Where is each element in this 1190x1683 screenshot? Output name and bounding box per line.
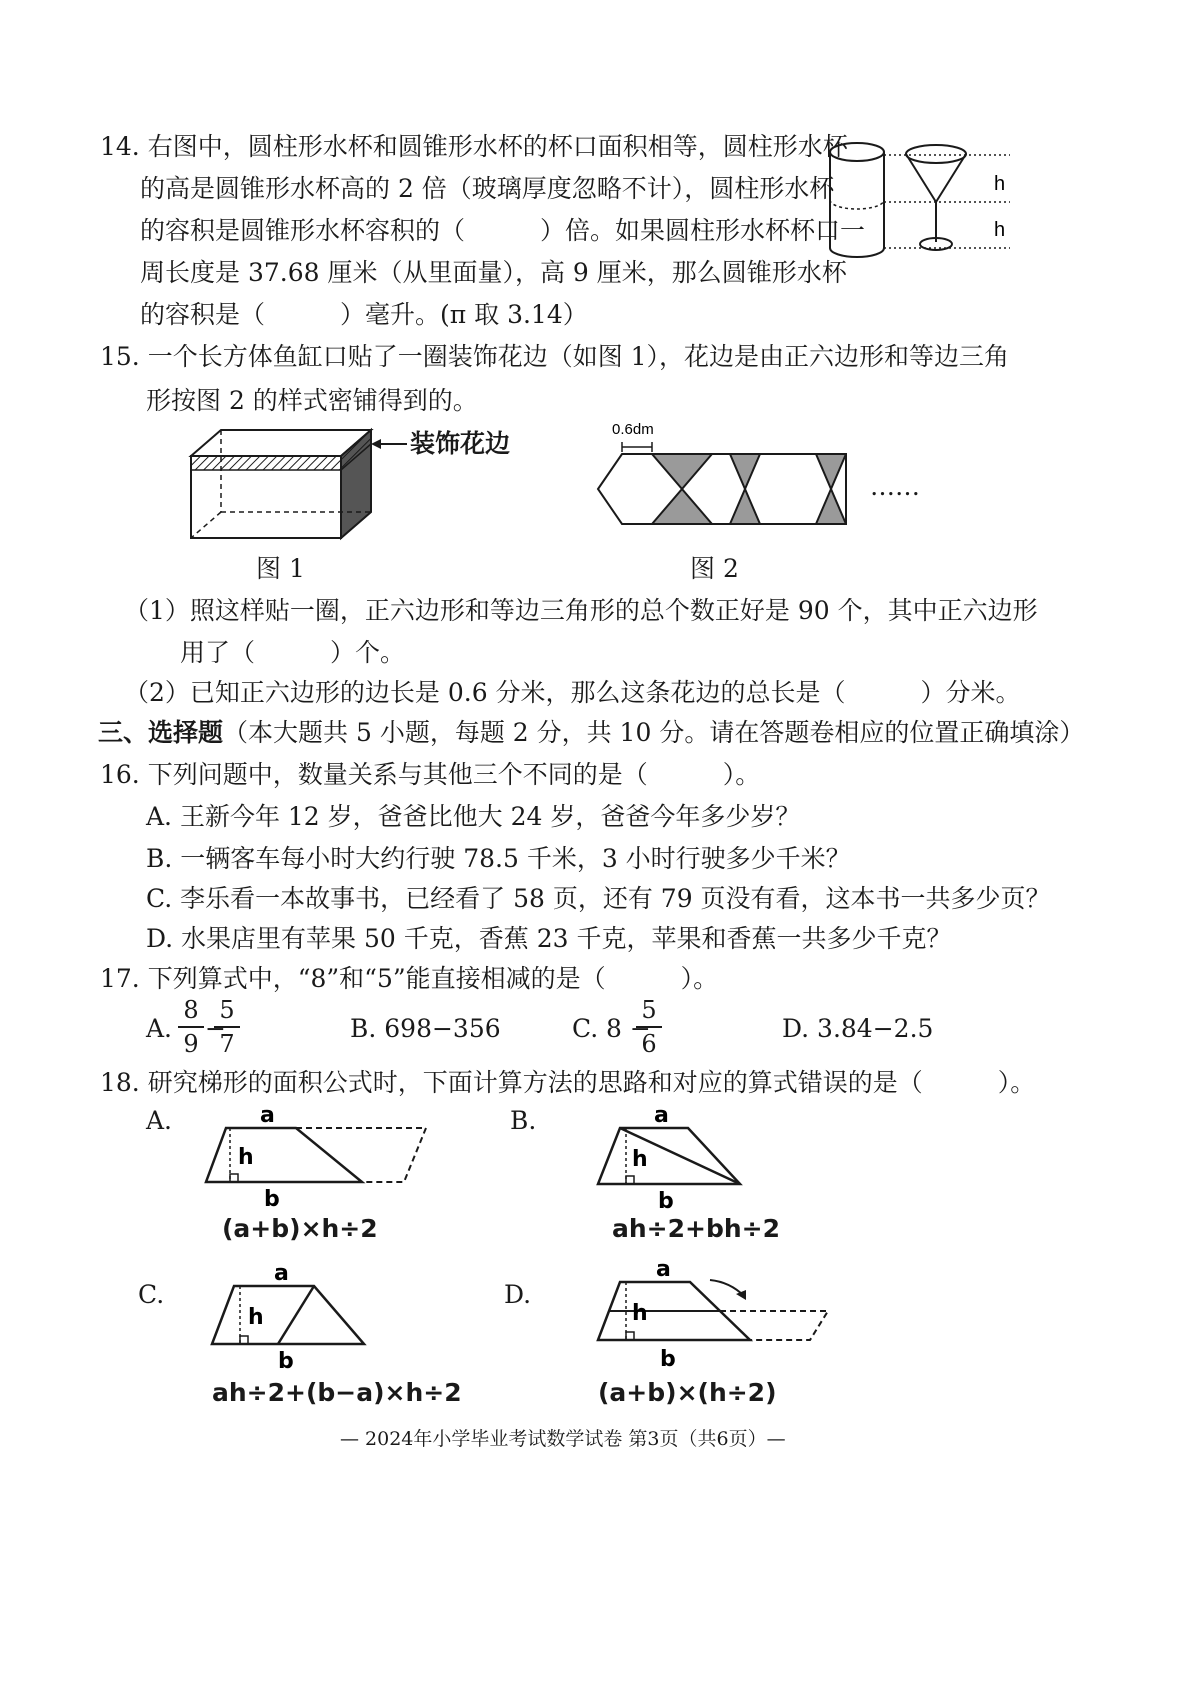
q17-a-num1: 8: [183, 996, 199, 1024]
label-h: h: [632, 1147, 648, 1172]
label-a: a: [654, 1104, 669, 1128]
q15-sub1-line1: （1）照这样贴一圈，正六边形和等边三角形的总个数正好是 90 个，其中正六边形: [124, 596, 1038, 625]
label-a: a: [656, 1257, 671, 1282]
q16-stem: 16. 下列问题中，数量关系与其他三个不同的是（ ）。: [100, 760, 761, 789]
q17-option-d: D. 3.84−2.5: [782, 1014, 934, 1043]
tessellation-dots: ……: [870, 472, 920, 501]
q18-b-label: B.: [510, 1106, 537, 1135]
dim-label: 0.6dm: [612, 421, 654, 438]
q17-c-num: 5: [641, 996, 657, 1024]
q16-option-a: A. 王新今年 12 岁，爸爸比他大 24 岁，爸爸今年多少岁？: [146, 802, 801, 831]
q17-c-whole: 8 −: [606, 1014, 651, 1043]
q18-d-formula: (a+b)×(h÷2): [598, 1378, 777, 1407]
trapezoid-c-figure: [198, 1256, 378, 1376]
q18-c-label: C.: [138, 1280, 165, 1309]
q17-a-den1: 9: [183, 1030, 199, 1058]
q14-line5: 的容积是（ ）毫升。(π 取 3.14）: [140, 300, 588, 329]
q17-a-den2: 7: [219, 1030, 235, 1058]
label-b: b: [278, 1349, 294, 1374]
q16-option-c: C. 李乐看一本故事书，已经看了 58 页，还有 79 页没有看，这本书一共多少页？: [146, 884, 1051, 913]
section3-title: 三、选择题: [98, 718, 224, 747]
q17-option-b: B. 698−356: [350, 1014, 501, 1043]
q18-b-formula: ah÷2+bh÷2: [612, 1214, 780, 1243]
q17-stem: 17. 下列算式中，“8”和“5”能直接相减的是（ ）。: [100, 964, 719, 993]
q14-line1: 14. 右图中，圆柱形水杯和圆锥形水杯的杯口面积相等，圆柱形水杯: [100, 132, 848, 161]
q18-a-formula: (a+b)×h÷2: [222, 1214, 378, 1243]
fig-h-bottom: h: [994, 219, 1006, 241]
q14-line4: 周长度是 37.68 厘米（从里面量），高 9 厘米，那么圆锥形水杯: [140, 258, 847, 287]
fig1-caption: 图 1: [256, 554, 305, 583]
decorative-border-label: 装饰花边: [410, 429, 511, 458]
q17-a-num2: 5: [219, 996, 235, 1024]
q14-line2: 的高是圆锥形水杯高的 2 倍（玻璃厚度忽略不计），圆柱形水杯: [140, 174, 835, 203]
page-footer: — 2024年小学毕业考试数学试卷 第3页（共6页）—: [340, 1428, 786, 1450]
q17-a-label: A.: [146, 1014, 173, 1043]
q14-line3: 的容积是圆锥形水杯容积的（ ）倍。如果圆柱形水杯杯口一: [140, 216, 866, 245]
q15-line1: 15. 一个长方体鱼缸口贴了一圈装饰花边（如图 1），花边是由正六边形和等边三角: [100, 342, 1010, 371]
q17-c-fracline: [636, 1026, 662, 1028]
q18-c-formula: ah÷2+(b−a)×h÷2: [212, 1378, 462, 1407]
fig-h-top: h: [994, 173, 1006, 195]
q16-option-b: B. 一辆客车每小时大约行驶 78.5 千米，3 小时行驶多少千米？: [146, 844, 851, 873]
section3-heading: [98, 716, 1084, 750]
trapezoid-b-figure: [590, 1104, 760, 1214]
label-h: h: [632, 1301, 648, 1326]
q17-c-label: C.: [572, 1014, 599, 1043]
q15-sub2: （2）已知正六边形的边长是 0.6 分米，那么这条花边的总长是（ ）分米。: [124, 678, 1021, 707]
section3-note: （本大题共 5 小题，每题 2 分，共 10 分。请在答题卷相应的位置正确填涂）: [223, 718, 1085, 747]
q16-option-d: D. 水果店里有苹果 50 千克，香蕉 23 千克，苹果和香蕉一共多少千克？: [146, 924, 952, 953]
q15-line2: 形按图 2 的样式密铺得到的。: [146, 386, 478, 415]
label-a: a: [274, 1261, 289, 1286]
cylinder-cone-figure: [828, 130, 1028, 270]
label-b: b: [264, 1187, 280, 1212]
q18-stem: 18. 研究梯形的面积公式时，下面计算方法的思路和对应的算式错误的是（ ）。: [100, 1068, 1036, 1097]
q18-d-label: D.: [504, 1280, 532, 1309]
label-a: a: [260, 1104, 275, 1128]
label-b: b: [660, 1347, 676, 1372]
trapezoid-d-figure: [590, 1256, 840, 1376]
q15-sub1-line2: 用了（ ）个。: [180, 638, 406, 667]
label-h: h: [238, 1145, 254, 1170]
q17-a-minus: −: [205, 1014, 226, 1043]
q17-a-fracline2: [214, 1026, 240, 1028]
q17-c-den: 6: [641, 1030, 657, 1058]
label-h: h: [248, 1305, 264, 1330]
fig2-caption: 图 2: [690, 554, 739, 583]
label-b: b: [658, 1189, 674, 1214]
q17-a-fracline1: [178, 1026, 204, 1028]
q18-a-label: A.: [146, 1106, 173, 1135]
trapezoid-a-figure: [198, 1104, 438, 1214]
